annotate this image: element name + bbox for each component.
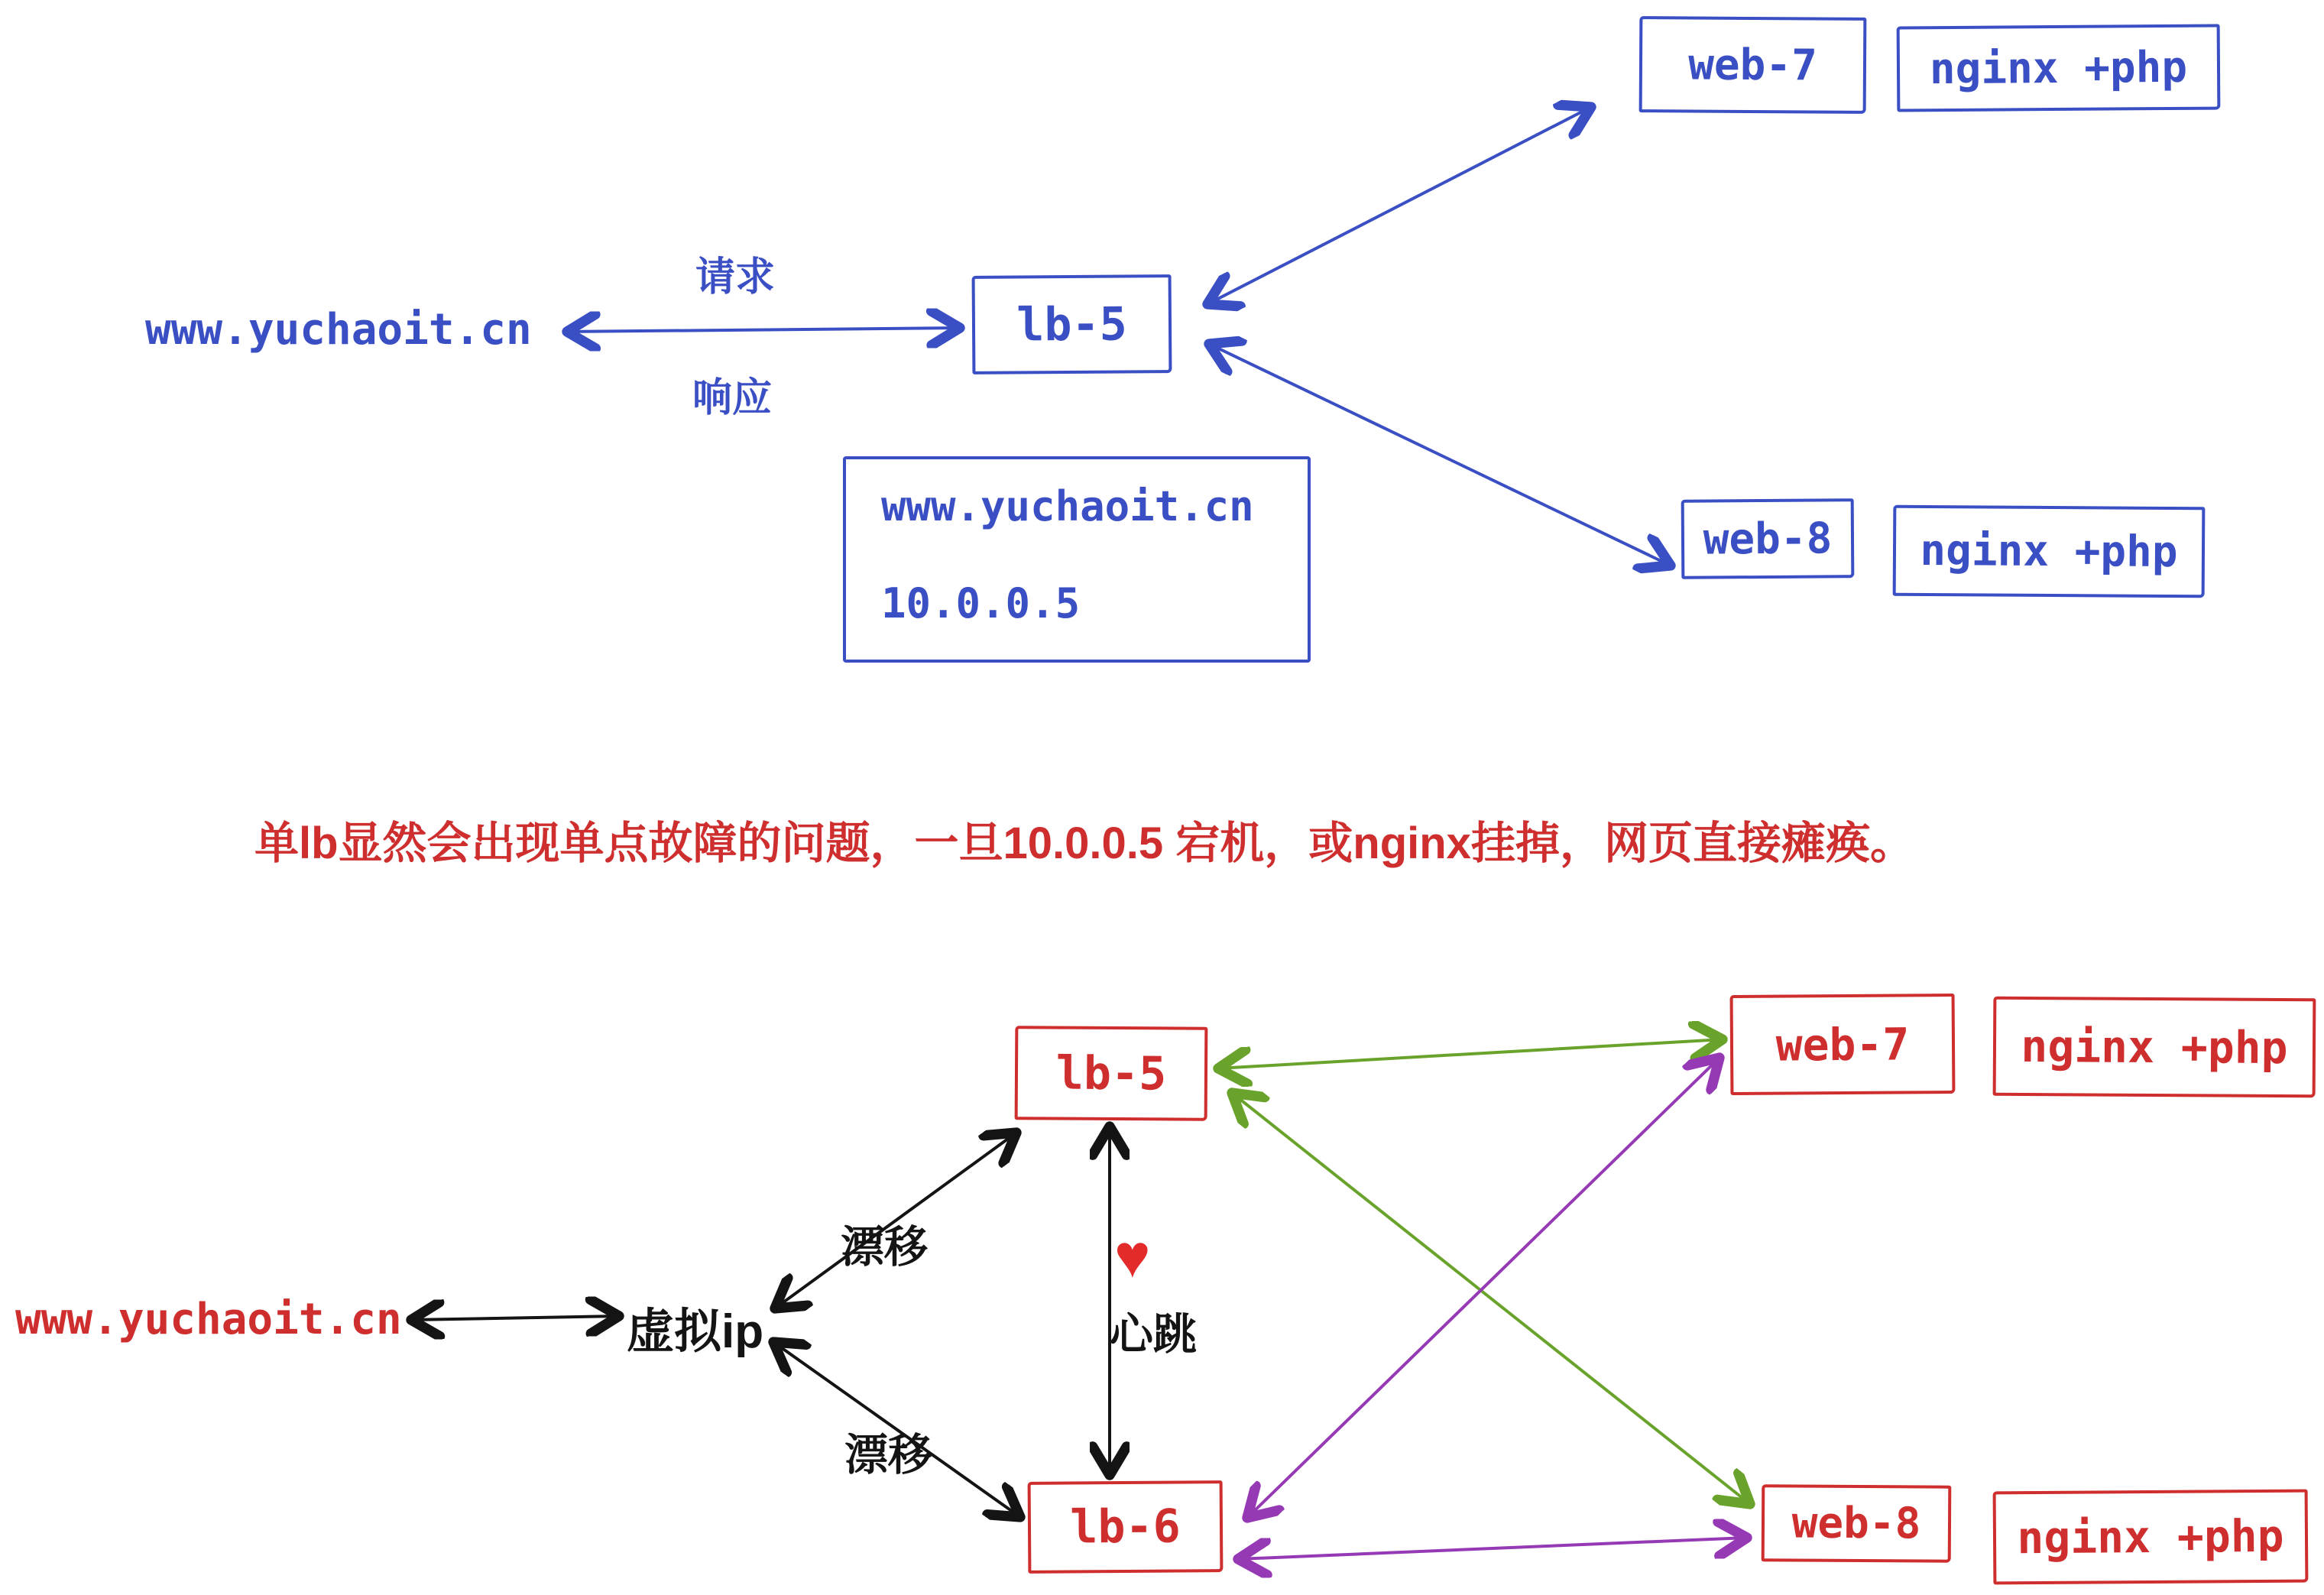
lb5-label-bottom: lb-5 — [1055, 1046, 1167, 1101]
lb5-info-box — [843, 456, 1311, 663]
arrow-lb6-web8-purple — [1238, 1538, 1747, 1559]
web8-stack-box-bottom — [1993, 1490, 2309, 1585]
arrow-lb5-web8-green — [1232, 1093, 1750, 1504]
spof-note: 单lb显然会出现单点故障的问题，一旦10.0.0.5 宕机，或nginx挂掉，网页直接瘫痪。 — [254, 819, 1914, 868]
heartbeat-label: 心跳 — [1110, 1310, 1197, 1359]
web8-stack-label-bottom: nginx +php — [2017, 1509, 2284, 1564]
lb5-label-top: lb-5 — [1016, 297, 1127, 352]
arrow-lb5-web7 — [1207, 107, 1591, 304]
web7-stack-box-top — [1897, 24, 2221, 112]
web7-stack-box-bottom — [1993, 997, 2316, 1098]
client-domain-top: www.yuchaoit.cn — [145, 305, 532, 355]
vip-label: 虚拟ip — [627, 1305, 764, 1358]
web8-stack-box-top — [1893, 505, 2206, 598]
arrow-client-lb5 — [567, 328, 960, 332]
lb6-box-bottom — [1028, 1480, 1224, 1574]
arrow-lb6-web7-purple — [1247, 1058, 1720, 1518]
web8-stack-label-top: nginx +php — [1920, 525, 2178, 578]
web7-label-bottom: web-7 — [1775, 1017, 1910, 1071]
web8-label-top: web-8 — [1703, 513, 1833, 565]
lb6-label-bottom: lb-6 — [1070, 1499, 1181, 1554]
web7-stack-label-bottom: nginx +php — [2021, 1020, 2288, 1075]
response-label: 响应 — [692, 376, 773, 420]
web7-box-bottom — [1730, 994, 1956, 1095]
web7-label-top: web-7 — [1688, 39, 1817, 91]
lb5-box-top — [972, 274, 1172, 374]
arrow-lb5-web7-green — [1218, 1039, 1723, 1068]
client-domain-bottom: www.yuchaoit.cn — [15, 1295, 402, 1344]
web7-stack-label-top: nginx +php — [1929, 42, 2188, 94]
drift-label-lower: 漂移 — [844, 1431, 932, 1480]
drift-label-upper: 漂移 — [841, 1223, 928, 1272]
web8-box-top — [1681, 498, 1855, 579]
lb5-info-ip: 10.0.0.5 — [881, 579, 1081, 627]
lb5-info-domain: www.yuchaoit.cn — [881, 482, 1254, 530]
lb5-box-bottom — [1015, 1026, 1208, 1121]
web7-box-top — [1639, 16, 1867, 114]
web8-label-bottom: web-8 — [1791, 1498, 1921, 1549]
request-label: 请求 — [695, 255, 776, 300]
arrow-client-vip — [411, 1316, 619, 1320]
web8-box-bottom — [1762, 1484, 1952, 1563]
heart-icon: ♥ — [1114, 1222, 1151, 1290]
